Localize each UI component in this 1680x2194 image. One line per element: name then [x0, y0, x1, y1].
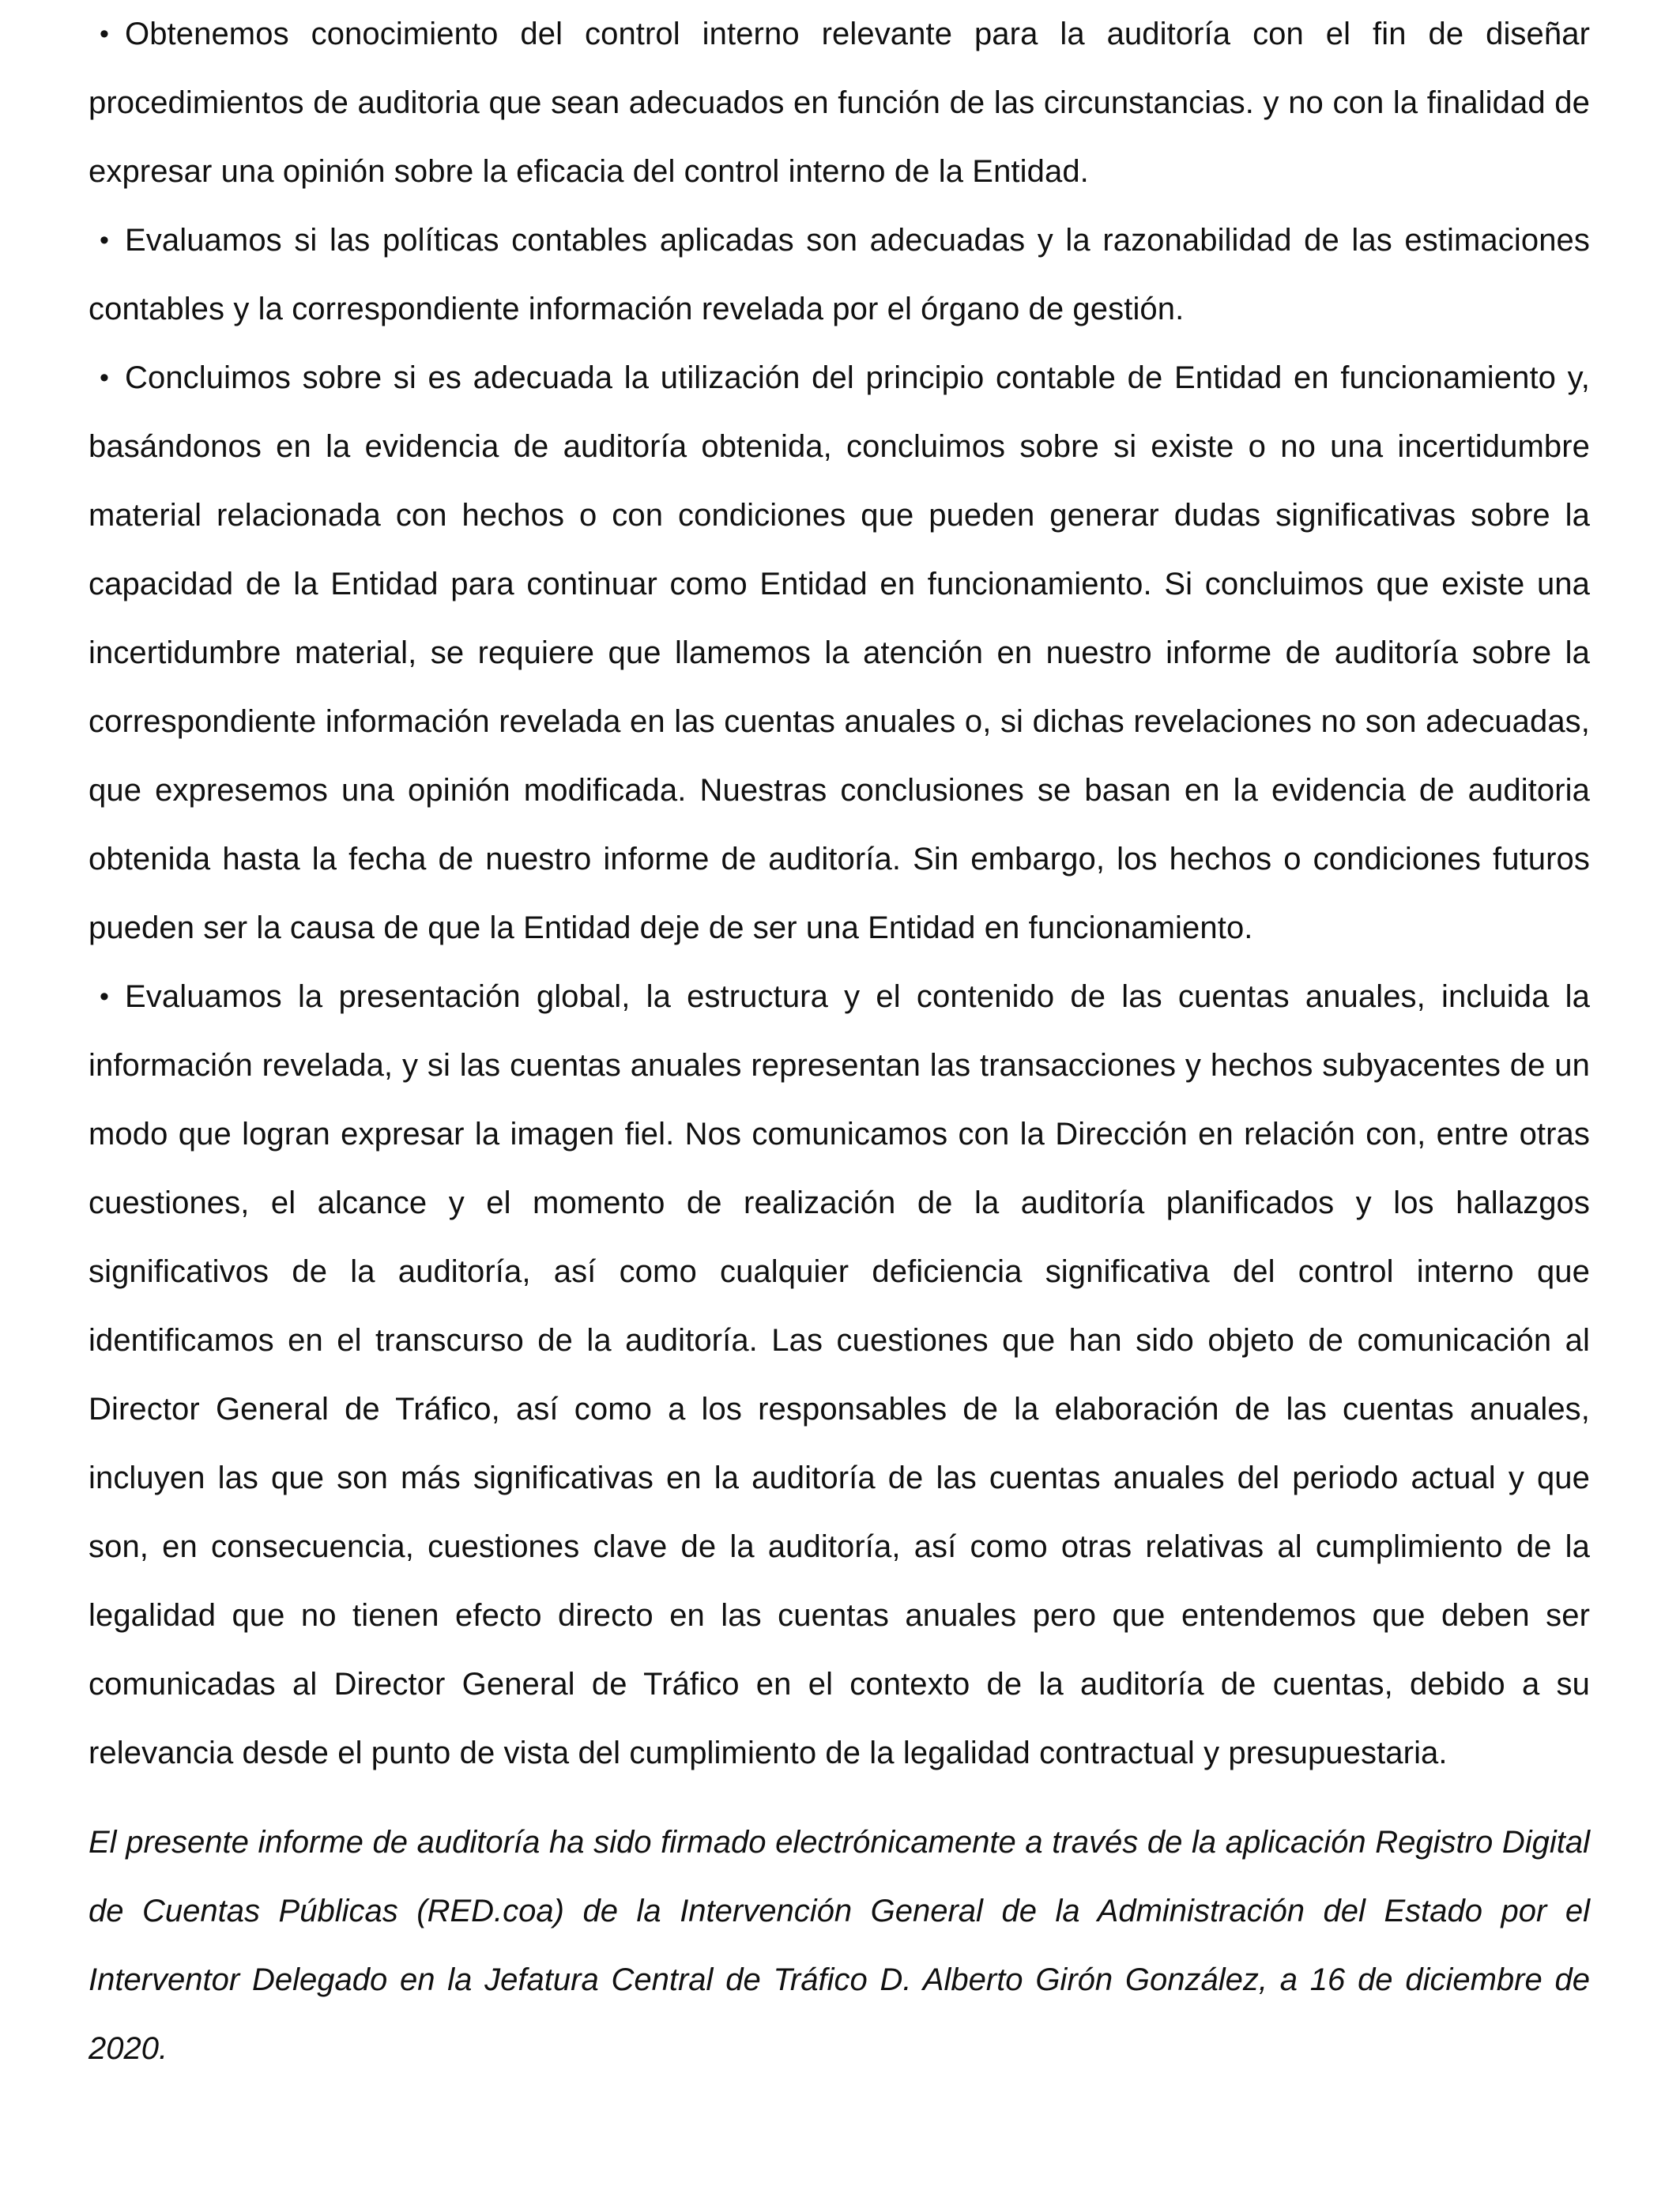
bullet-text: Evaluamos si las políticas contables aplicadas son adecuadas y la razonabilidad de las estimaciones contables y la correspondiente información revelada por el órgano de gestión.	[89, 223, 1590, 326]
bullet-icon: •	[100, 19, 110, 49]
signature-statement: El presente informe de auditoría ha sido firmado electrónicamente a través de la aplicación Registro Digital de Cuentas Públicas (RED.coa) de la Intervención General de la Administración del Estado por el Interventor Delegado en la Jefatura Central de Tráfico D. Alberto Girón González, a 16 de diciembre de 2020.	[89, 1825, 1590, 2066]
bullet-icon: •	[100, 982, 110, 1012]
bullet-text: Obtenemos conocimiento del control interno relevante para la auditoría con el fin de diseñar procedimientos de auditoria que sean adecuados en función de las circunstancias. y no con la finalidad de expresar una opinión sobre la eficacia del control interno de la Entidad.	[89, 17, 1590, 189]
bullet-icon: •	[100, 363, 110, 393]
bullet-paragraph-presentacion-global	[89, 963, 1590, 1788]
bullet-paragraph-politicas-contables	[89, 206, 1590, 344]
document-page	[89, 0, 1590, 2115]
bullet-text: Evaluamos la presentación global, la estructura y el contenido de las cuentas anuales, incluida la información revelada, y si las cuentas anuales representan las transacciones y hechos subyacentes de un modo que logran expresar la imagen fiel. Nos comunicamos con la Dirección en relación con, entre otras cuestiones, el alcance y el momento de realización de la auditoría planificados y los hallazgos significativos de la auditoría, así como cualquier deficiencia significativa del control interno que identificamos en el transcurso de la auditoría. Las cuestiones que han sido objeto de comunicación al Director General de Tráfico, así como a los responsables de la elaboración de las cuentas anuales, incluyen las que son más significativas en la auditoría de las cuentas anuales del periodo actual y que son, en consecuencia, cuestiones clave de la auditoría, así como otras relativas al cumplimiento de la legalidad que no tienen efecto directo en las cuentas anuales pero que entendemos que deben ser comunicadas al Director General de Tráfico en el contexto de la auditoría de cuentas, debido a su relevancia desde el punto de vista del cumplimiento de la legalidad contractual y presupuestaria.	[89, 979, 1590, 1770]
bullet-icon: •	[100, 225, 110, 255]
bullet-text: Concluimos sobre si es adecuada la utilización del principio contable de Entidad en funcionamiento y, basándonos en la evidencia de auditoría obtenida, concluimos sobre si existe o no una incertidumbre material relacionada con hechos o con condiciones que pueden generar dudas significativas sobre la capacidad de la Entidad para continuar como Entidad en funcionamiento. Si concluimos que existe una incertidumbre material, se requiere que llamemos la atención en nuestro informe de auditoría sobre la correspondiente información revelada en las cuentas anuales o, si dichas revelaciones no son adecuadas, que expresemos una opinión modificada. Nuestras conclusiones se basan en la evidencia de auditoria obtenida hasta la fecha de nuestro informe de auditoría. Sin embargo, los hechos o condiciones futuros pueden ser la causa de que la Entidad deje de ser una Entidad en funcionamiento.	[89, 360, 1590, 945]
bullet-paragraph-empresa-funcionamiento	[89, 344, 1590, 963]
bullet-paragraph-control-interno	[89, 0, 1590, 206]
